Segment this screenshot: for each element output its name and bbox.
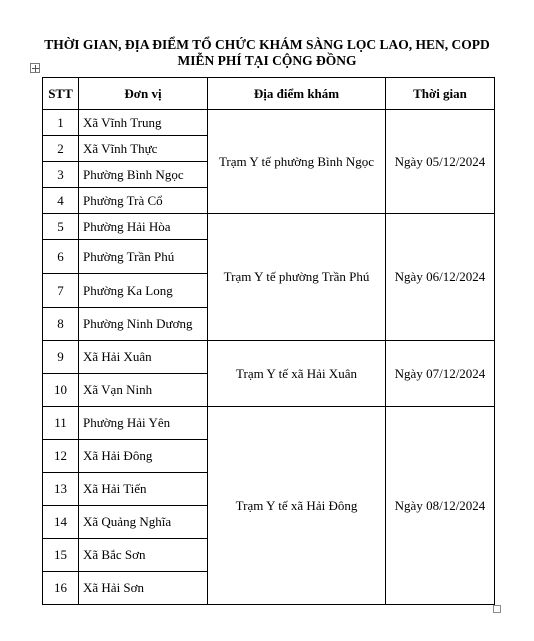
row-stt: 11 [43,407,79,440]
row-stt: 12 [43,440,79,473]
header-location: Địa điểm khám [208,78,386,110]
row-unit: Xã Hải Tiến [79,473,208,506]
table-row [43,407,495,440]
row-stt: 1 [43,110,79,136]
table-move-handle-icon[interactable] [30,63,40,73]
header-unit: Đơn vị [79,78,208,110]
table-row [43,110,495,136]
table-header-row [43,78,495,110]
group-date: Ngày 08/12/2024 [386,407,495,605]
document-title-line-1: THỜI GIAN, ĐỊA ĐIỂM TỔ CHỨC KHÁM SÀNG LỌC LAO, HEN, COPD [44,37,490,52]
row-unit: Xã Vĩnh Thực [79,136,208,162]
row-stt: 6 [43,240,79,274]
row-stt: 10 [43,374,79,407]
group-date: Ngày 06/12/2024 [386,214,495,341]
group-location: Trạm Y tế xã Hải Đông [208,407,386,605]
row-unit: Phường Hải Yên [79,407,208,440]
row-stt: 9 [43,341,79,374]
group-location: Trạm Y tế phường Bình Ngọc [208,110,386,214]
row-stt: 15 [43,539,79,572]
row-unit: Xã Bắc Sơn [79,539,208,572]
table-row [43,341,495,374]
row-unit: Phường Ninh Dương [79,308,208,341]
header-time: Thời gian [386,78,495,110]
row-unit: Xã Hải Đông [79,440,208,473]
row-stt: 8 [43,308,79,341]
group-date: Ngày 05/12/2024 [386,110,495,214]
row-stt: 4 [43,188,79,214]
row-stt: 3 [43,162,79,188]
row-unit: Xã Vĩnh Trung [79,110,208,136]
row-unit: Phường Hải Hòa [79,214,208,240]
table-row [43,214,495,240]
row-unit: Phường Bình Ngọc [79,162,208,188]
row-unit: Xã Hải Xuân [79,341,208,374]
row-unit: Phường Trà Cổ [79,188,208,214]
row-unit: Xã Vạn Ninh [79,374,208,407]
row-stt: 2 [43,136,79,162]
row-stt: 5 [43,214,79,240]
row-unit: Phường Trần Phú [79,240,208,274]
document-title-line-2: MIỄN PHÍ TẠI CỘNG ĐỒNG [177,53,357,68]
row-stt: 13 [43,473,79,506]
header-stt: STT [43,78,79,110]
row-stt: 16 [43,572,79,605]
row-stt: 7 [43,274,79,308]
row-unit: Xã Quảng Nghĩa [79,506,208,539]
table-resize-handle-icon[interactable] [493,605,501,613]
group-location: Trạm Y tế phường Trần Phú [208,214,386,341]
schedule-table [42,77,495,605]
group-date: Ngày 07/12/2024 [386,341,495,407]
group-location: Trạm Y tế xã Hải Xuân [208,341,386,407]
row-unit: Xã Hải Sơn [79,572,208,605]
row-stt: 14 [43,506,79,539]
row-unit: Phường Ka Long [79,274,208,308]
